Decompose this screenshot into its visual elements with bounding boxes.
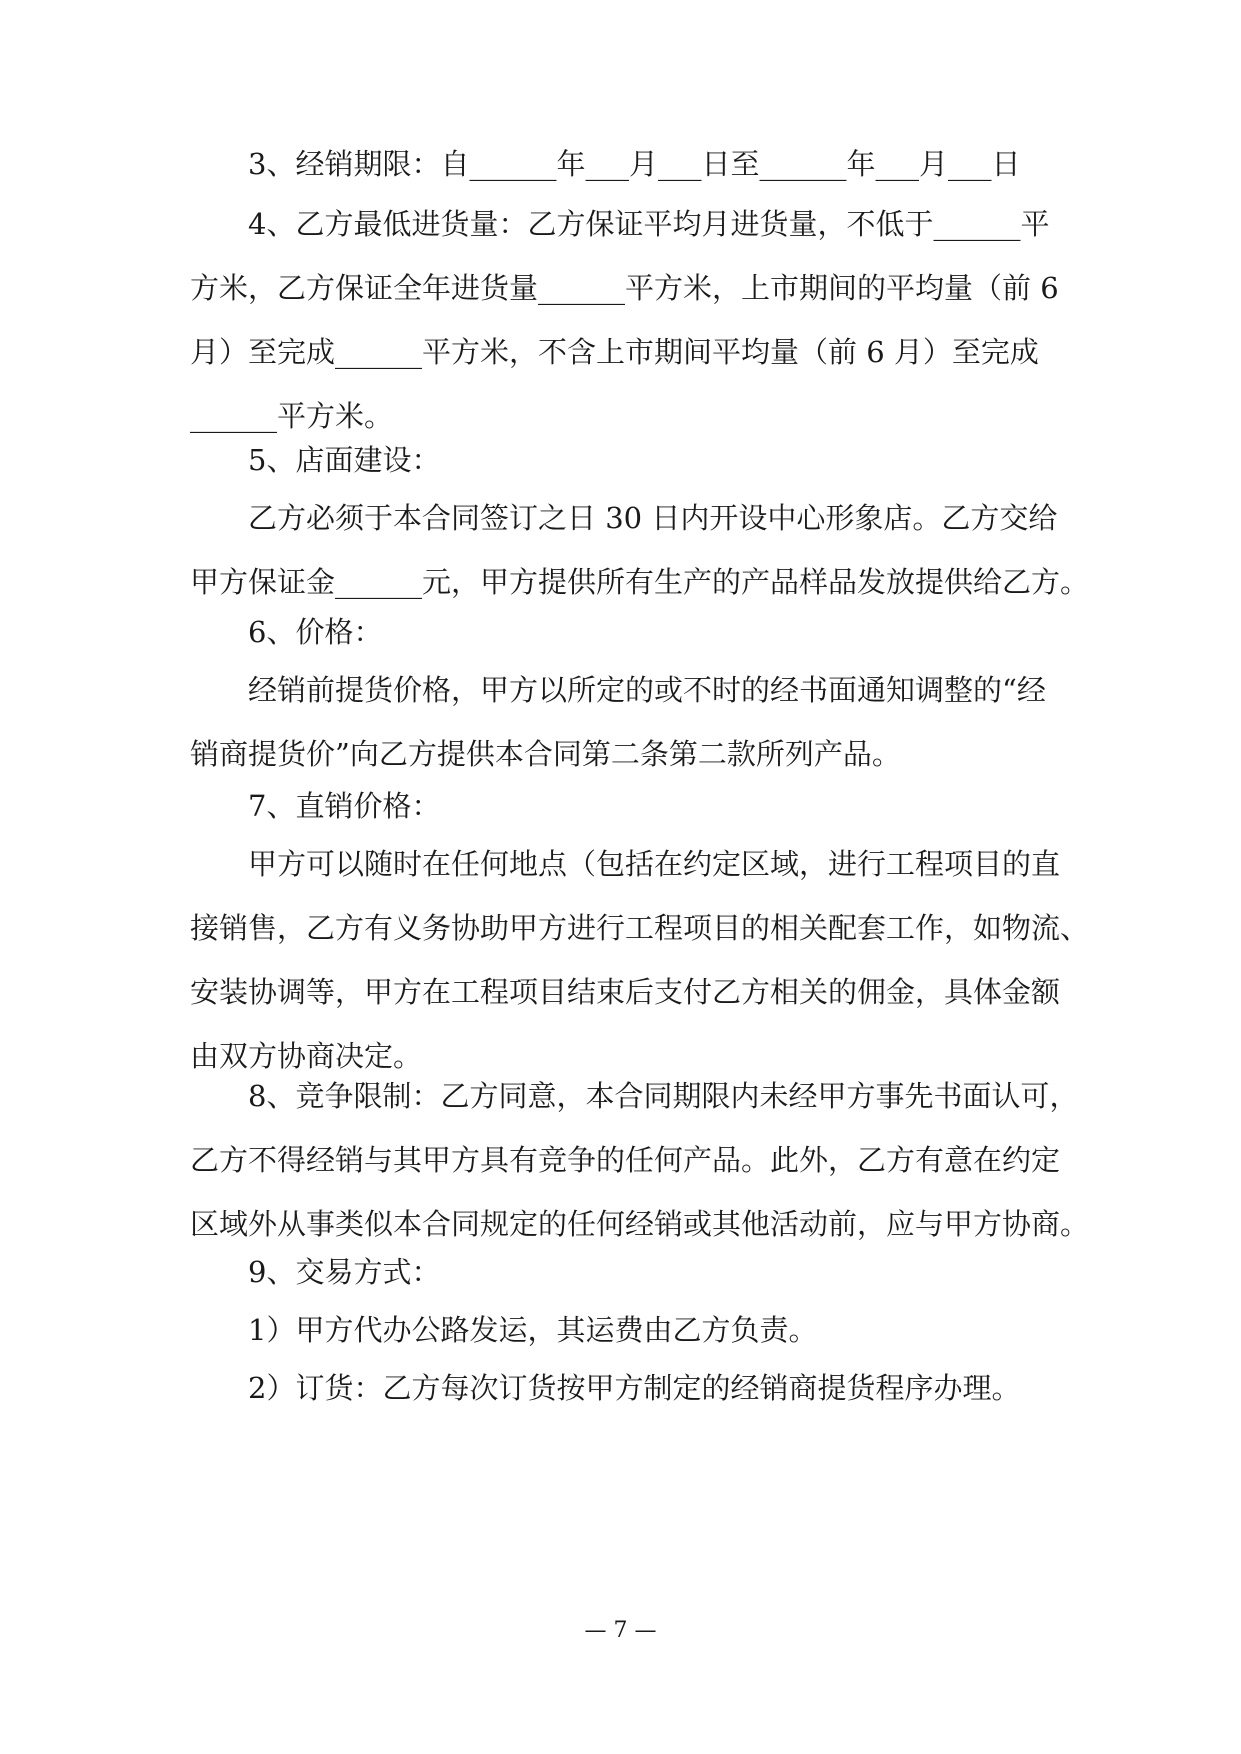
- clause-8-competition: [190, 1064, 1090, 1256]
- text-line: ______平方米。: [190, 399, 394, 433]
- text-line: 销商提货价”向乙方提供本合同第二条第二款所列产品。: [190, 737, 901, 771]
- text-line: 甲方保证金______元，甲方提供所有生产的产品样品发放提供给乙方。: [190, 565, 1090, 599]
- text-line: 1）甲方代办公路发运，其运费由乙方负责。: [248, 1313, 818, 1347]
- text-line: 经销前提货价格，甲方以所定的或不时的经书面通知调整的“经: [248, 673, 1046, 707]
- clause-7-body: [190, 832, 1090, 1088]
- clause-9-item-1: [190, 1298, 1060, 1362]
- text-line: 2）订货：乙方每次订货按甲方制定的经销商提货程序办理。: [248, 1371, 1021, 1405]
- clause-4-minimum-purchase: [190, 192, 1060, 448]
- page-number: — 7 —: [584, 1618, 657, 1643]
- text-line: 方米，乙方保证全年进货量______平方米，上市期间的平均量（前 6: [190, 271, 1059, 305]
- text-line: 3、经销期限：自______年___月___日至______年___月___日: [248, 147, 1021, 181]
- clause-9-item-2: [190, 1356, 1060, 1420]
- clause-6-body: [190, 658, 1060, 786]
- clause-6-heading: [190, 600, 1060, 664]
- clause-9-heading: [190, 1240, 1060, 1304]
- text-line: 4、乙方最低进货量：乙方保证平均月进货量，不低于______平: [248, 207, 1050, 241]
- text-line: 7、直销价格：: [248, 789, 441, 823]
- clause-7-heading: [190, 774, 1060, 838]
- text-line: 安装协调等，甲方在工程项目结束后支付乙方相关的佣金，具体金额: [190, 975, 1061, 1009]
- text-line: 6、价格：: [248, 615, 383, 649]
- text-line: 乙方必须于本合同签订之日 30 日内开设中心形象店。乙方交给: [248, 501, 1058, 535]
- text-line: 接销售，乙方有义务协助甲方进行工程项目的相关配套工作，如物流、: [190, 911, 1090, 945]
- text-line: 甲方可以随时在任何地点（包括在约定区域，进行工程项目的直: [248, 847, 1061, 881]
- clause-5-body: [190, 486, 1090, 614]
- text-line: 月）至完成______平方米，不含上市期间平均量（前 6 月）至完成: [190, 335, 1039, 369]
- text-line: 由双方协商决定。: [190, 1039, 423, 1073]
- clause-3-term: [190, 132, 1060, 196]
- text-line: 9、交易方式：: [248, 1255, 441, 1289]
- clause-5-heading: [190, 428, 1060, 492]
- text-line: 乙方不得经销与其甲方具有竞争的任何产品。此外，乙方有意在约定: [190, 1143, 1061, 1177]
- text-line: 区域外从事类似本合同规定的任何经销或其他活动前，应与甲方协商。: [190, 1207, 1090, 1241]
- text-line: 8、竞争限制：乙方同意，本合同期限内未经甲方事先书面认可，: [248, 1079, 1079, 1113]
- text-line: 5、店面建设：: [248, 443, 441, 477]
